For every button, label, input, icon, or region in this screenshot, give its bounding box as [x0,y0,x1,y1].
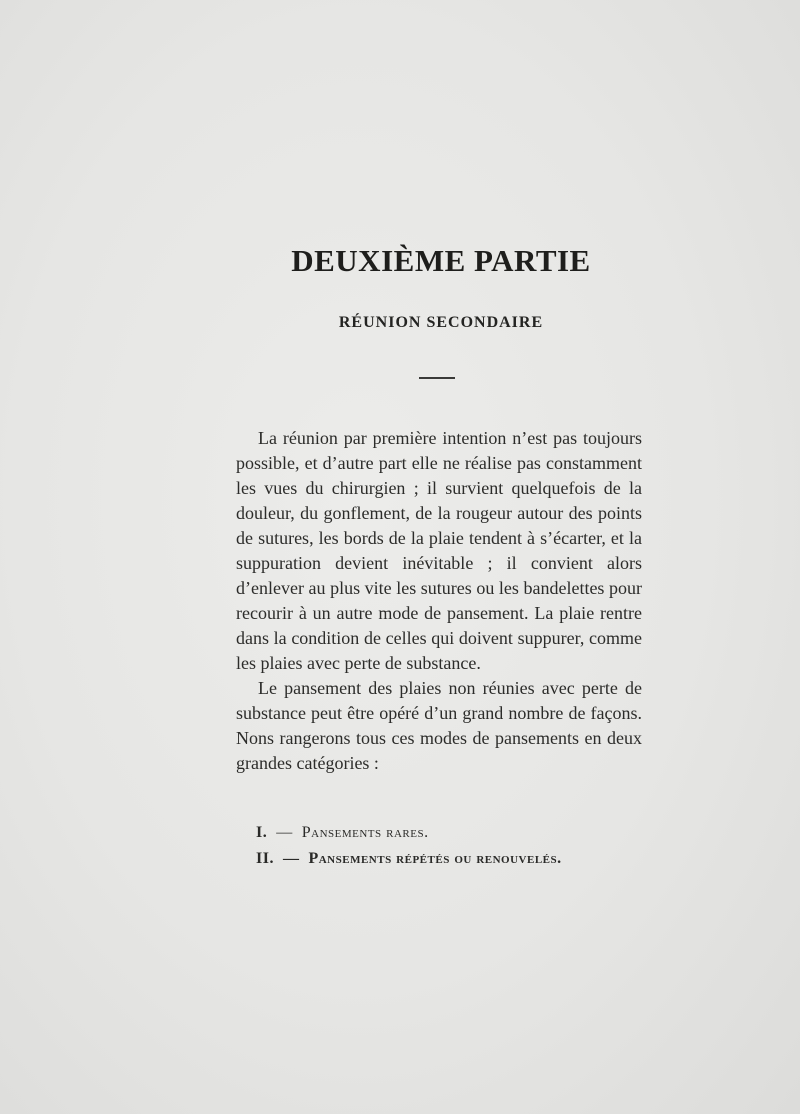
category-number: I. [256,824,268,841]
category-item [256,820,646,846]
category-item [256,846,646,872]
category-separator: — [276,824,293,841]
paragraph: La réunion par première intention n’est pas toujours possible, et d’autre part elle ne réalise pas constamment les vues du chirurgien ; il survient quelquefois de la douleur, du gonflement, de la rougeur autour des points de sutures, les bords de la plaie tendent à s’écarter, et la suppuration devient inévitable ; il convient alors d’enlever au plus vite les sutures ou les bandelettes pour recourir à un autre mode de pansement. La plaie rentre dans la condition de celles qui doivent suppurer, comme les plaies avec perte de substance. [236,428,642,673]
section-divider [419,377,455,379]
category-number: II. [256,850,274,867]
category-label: Pansements rares. [301,824,429,841]
body-text [236,426,642,776]
category-separator: — [282,850,300,867]
category-list [256,820,646,872]
category-label: Pansements répétés ou renouvelés. [308,850,562,867]
section-title: RÉUNION SECONDAIRE [338,314,544,331]
paragraph: Le pansement des plaies non réunies avec perte de substance peut être opéré d’un grand nombre de façons. Nons rangerons tous ces modes de pansements en deux grandes catégories : [236,678,642,773]
part-title: DEUXIÈME PARTIE [291,243,591,278]
